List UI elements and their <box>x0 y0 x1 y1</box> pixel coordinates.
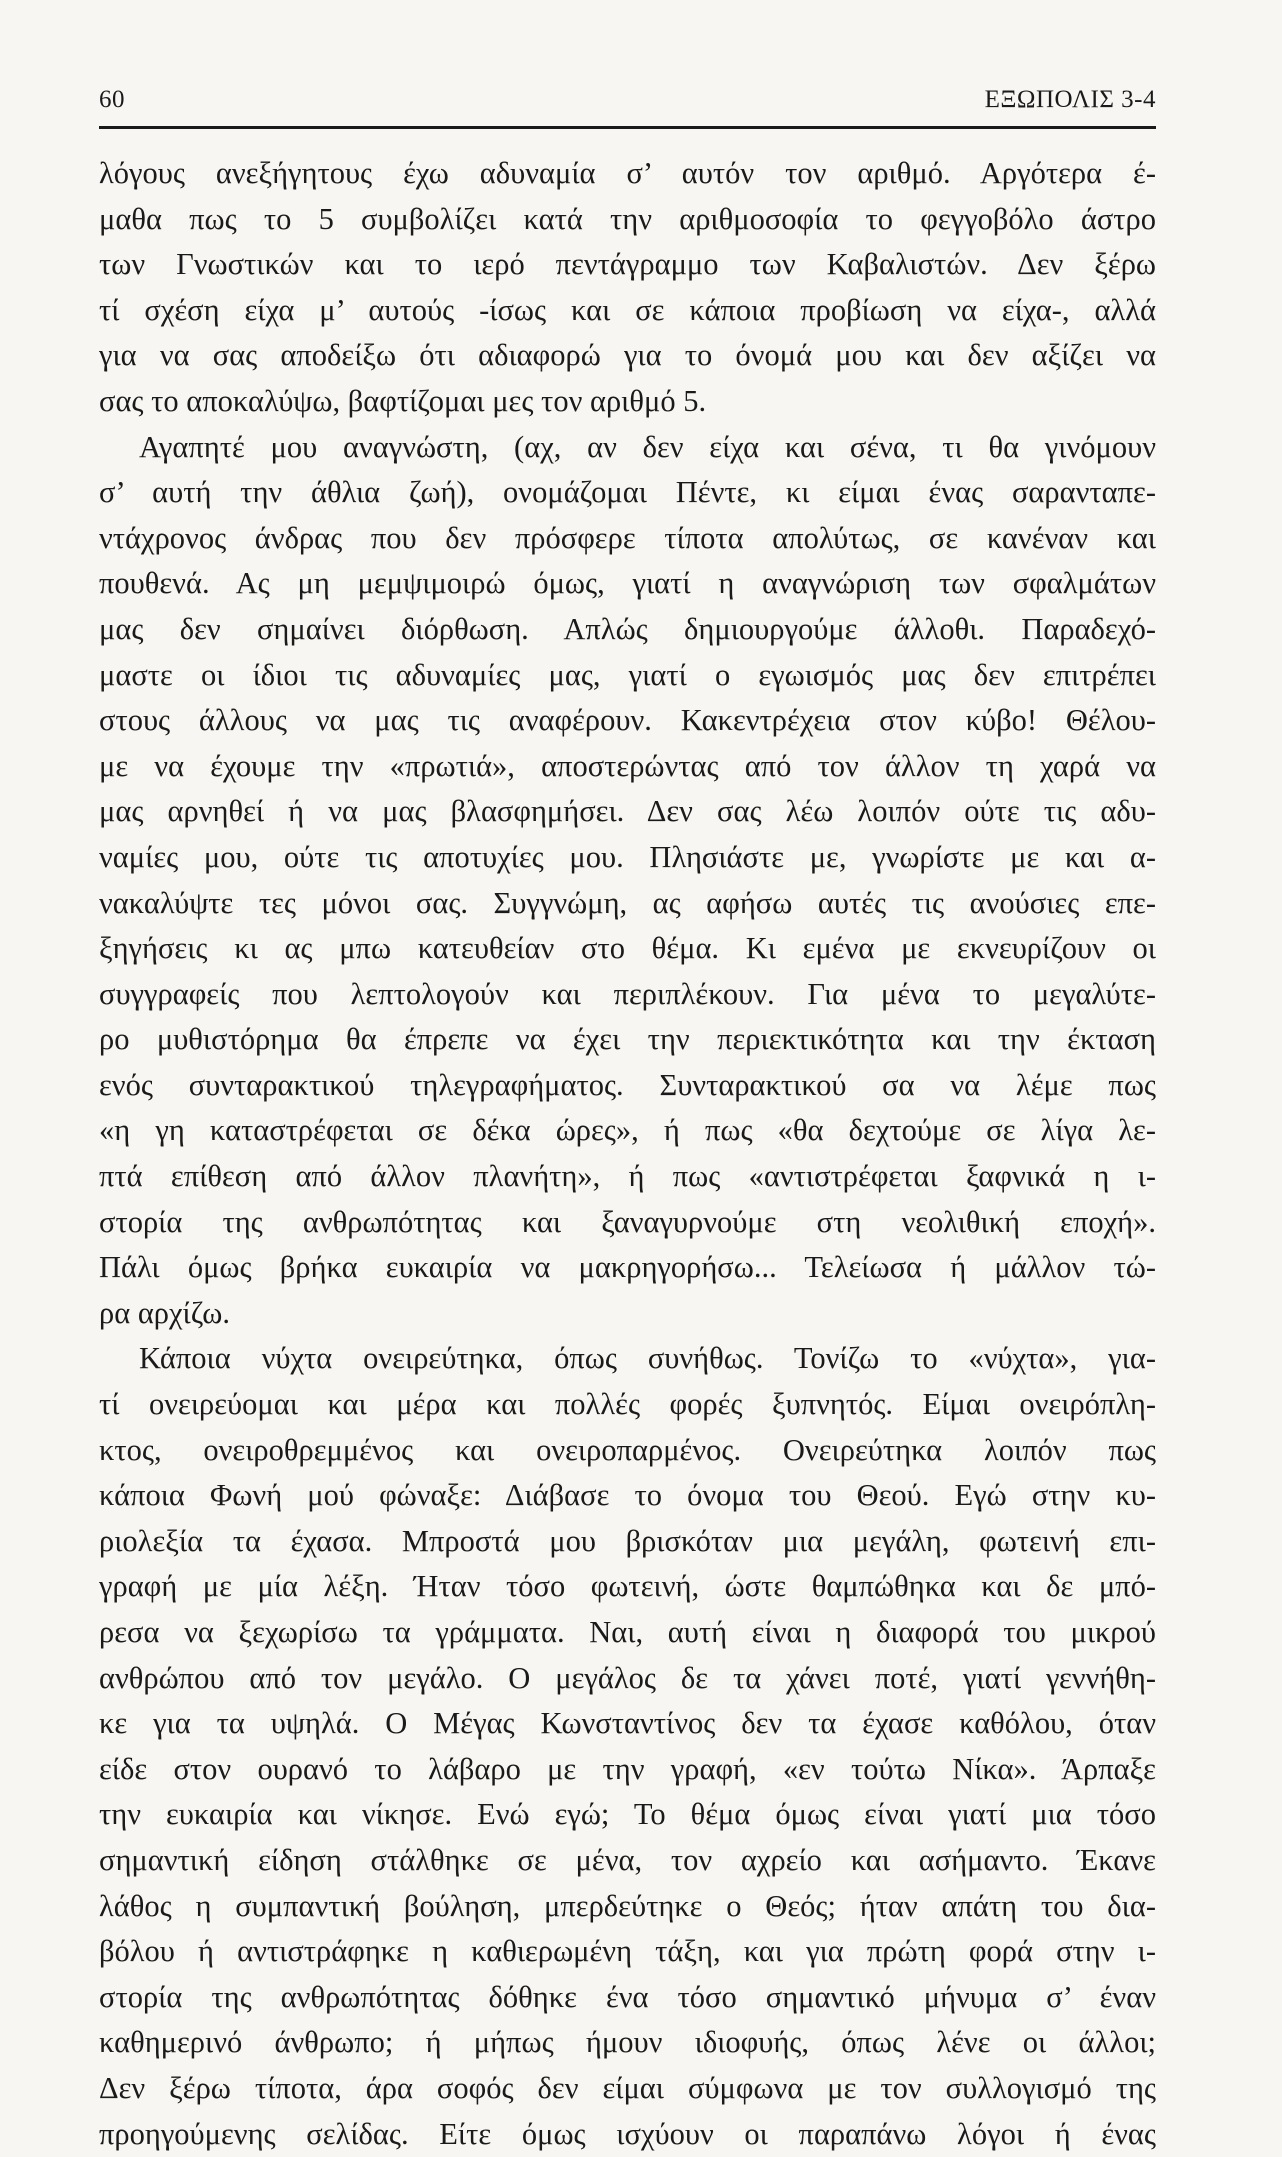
text-line: ρο μυθιστόρημα θα έπρεπε να έχει την περιεκτικότητα και την έκταση <box>99 1022 1156 1057</box>
text-line: νακαλύψτε τες μόνοι σας. Συγγνώμη, ας αφήσω αυτές τις ανούσιες επε- <box>99 885 1156 920</box>
text-line: στορία της ανθρωπότητας δόθηκε ένα τόσο σημαντικό μήνυμα σ’ έναν <box>99 1979 1156 2014</box>
text-line: ναμίες μου, ούτε τις αποτυχίες μου. Πλησιάστε με, γνωρίστε με και α- <box>99 839 1156 874</box>
text-line: Αγαπητέ μου αναγνώστη, (αχ, αν δεν είχα και σένα, τι θα γινόμουν <box>139 429 1156 464</box>
text-line: μαστε οι ίδιοι τις αδυναμίες μας, γιατί ο εγωισμός μας δεν επιτρέπει <box>99 657 1156 692</box>
text-line: σας το αποκαλύψω, βαφτίζομαι μες τον αριθμό 5. <box>99 383 707 418</box>
text-line: γραφή με μία λέξη. Ήταν τόσο φωτεινή, ώστε θαμπώθηκα και δε μπό- <box>99 1569 1156 1604</box>
text-line: τί ονειρεύομαι και μέρα και πολλές φορές ξυπνητός. Είμαι ονειρόπλη- <box>99 1387 1156 1422</box>
text-line: στορία της ανθρωπότητας και ξαναγυρνούμε στη νεολιθική εποχή». <box>99 1204 1156 1239</box>
text-line: μας δεν σημαίνει διόρθωση. Απλώς δημιουργούμε άλλοθι. Παραδεχό- <box>99 611 1156 646</box>
text-line: κε για τα υψηλά. Ο Μέγας Κωνσταντίνος δεν τα έχασε καθόλου, όταν <box>99 1706 1156 1741</box>
text-line: Πάλι όμως βρήκα ευκαιρία να μακρηγορήσω... Τελείωσα ή μάλλον τώ- <box>99 1250 1156 1285</box>
text-line: μαθα πως το 5 συμβολίζει κατά την αριθμοσοφία το φεγγοβόλο άστρο <box>99 201 1156 236</box>
running-head <box>99 82 1156 126</box>
text-line: ενός συνταρακτικού τηλεγραφήματος. Συνταρακτικού σα να λέμε πως <box>99 1067 1156 1102</box>
text-line: ρεσα να ξεχωρίσω τα γράμματα. Ναι, αυτή είναι η διαφορά του μικρού <box>99 1615 1156 1649</box>
page-number: 60 <box>99 86 125 113</box>
text-line: ξηγήσεις κι ας μπω κατευθείαν στο θέμα. Κι εμένα με εκνευρίζουν οι <box>99 931 1156 966</box>
text-line: βόλου ή αντιστράφηκε η καθιερωμένη τάξη, και για πρώτη φορά στην ι- <box>99 1934 1156 1969</box>
header-rule <box>99 126 1156 129</box>
text-line: Δεν ξέρω τίποτα, άρα σοφός δεν είμαι σύμφωνα με τον συλλογισμό της <box>99 2070 1156 2105</box>
book-page <box>99 82 1156 2157</box>
text-line: προηγούμενης σελίδας. Είτε όμως ισχύουν οι παραπάνω λόγοι ή ένας <box>99 2116 1156 2151</box>
text-line: Κάποια νύχτα ονειρεύτηκα, όπως συνήθως. Τονίζω το «νύχτα», για- <box>139 1341 1156 1376</box>
text-line: τί σχέση είχα μ’ αυτούς -ίσως και σε κάποια προβίωση να είχα-, αλλά <box>99 292 1156 327</box>
text-line: κτος, ονειροθρεμμένος και ονειροπαρμένος. Ονειρεύτηκα λοιπόν πως <box>99 1432 1156 1467</box>
text-line: λάθος η συμπαντική βούληση, μπερδεύτηκε ο Θεός; ήταν απάτη του δια- <box>99 1888 1156 1923</box>
text-line: πουθενά. Ας μη μεμψιμοιρώ όμως, γιατί η αναγνώριση των σφαλμάτων <box>99 566 1156 601</box>
text-line: σημαντική είδηση στάλθηκε σε μένα, τον αχρείο και ασήμαντο. Έκανε <box>99 1842 1156 1877</box>
text-line: σ’ αυτή την άθλια ζωή), ονομάζομαι Πέντε, κι είμαι ένας σαρανταπε- <box>99 475 1156 510</box>
text-line: ρα αρχίζω. <box>99 1295 230 1330</box>
text-line: των Γνωστικών και το ιερό πεντάγραμμο των Καβαλιστών. Δεν ξέρω <box>99 247 1156 282</box>
text-line: πτά επίθεση από άλλον πλανήτη», ή πως «αντιστρέφεται ξαφνικά η ι- <box>99 1159 1156 1194</box>
text-line: καθημερινό άνθρωπο; ή μήπως ήμουν ιδιοφυής, όπως λένε οι άλλοι; <box>99 2025 1156 2060</box>
body-text <box>99 151 1156 2157</box>
text-line: κάποια Φωνή μού φώναξε: Διάβασε το όνομα του Θεού. Εγώ στην κυ- <box>99 1478 1156 1513</box>
text-line: ανθρώπου από τον μεγάλο. Ο μεγάλος δε τα χάνει ποτέ, γιατί γεννήθη- <box>99 1660 1156 1695</box>
text-line: με να έχουμε την «πρωτιά», αποστερώντας από τον άλλον τη χαρά να <box>99 748 1156 783</box>
text-line: είδε στον ουρανό το λάβαρο με την γραφή, «εν τούτω Νίκα». Άρπαξε <box>99 1751 1156 1786</box>
text-line: ντάχρονος άνδρας που δεν πρόσφερε τίποτα απολύτως, σε κανέναν και <box>99 520 1156 555</box>
text-line: συγγραφείς που λεπτολογούν και περιπλέκουν. Για μένα το μεγαλύτε- <box>99 976 1156 1011</box>
text-line: ριολεξία τα έχασα. Μπροστά μου βρισκόταν μια μεγάλη, φωτεινή επι- <box>99 1523 1156 1558</box>
text-line: στους άλλους να μας τις αναφέρουν. Κακεντρέχεια στον κύβο! Θέλου- <box>99 703 1156 738</box>
text-line: «η γη καταστρέφεται σε δέκα ώρες», ή πως «θα δεχτούμε σε λίγα λε- <box>99 1113 1156 1148</box>
text-line: λόγους ανεξήγητους έχω αδυναμία σ’ αυτόν τον αριθμό. Αργότερα έ- <box>99 156 1156 190</box>
text-line: μας αρνηθεί ή να μας βλασφημήσει. Δεν σας λέω λοιπόν ούτε τις αδυ- <box>99 794 1156 829</box>
text-line: για να σας αποδείξω ότι αδιαφορώ για το όνομά μου και δεν αξίζει να <box>99 338 1156 373</box>
text-line: την ευκαιρία και νίκησε. Ενώ εγώ; Το θέμα όμως είναι γιατί μια τόσο <box>99 1797 1156 1832</box>
running-title: ΕΞΩΠΟΛΙΣ 3-4 <box>984 86 1156 113</box>
